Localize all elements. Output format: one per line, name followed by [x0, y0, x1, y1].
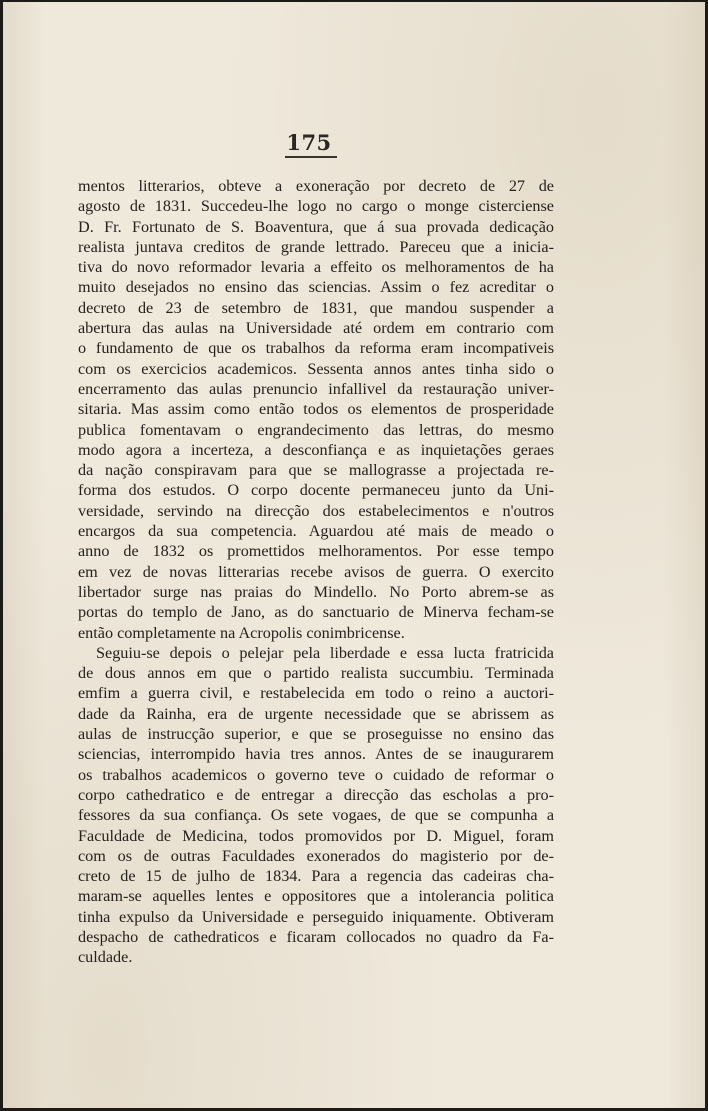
text-line: encargos da sua competencia. Aguardou até mais de meado o [78, 522, 554, 541]
text-line: dade da Rainha, era de urgente necessidade que se abrissem as [78, 704, 554, 723]
page-number: 175 [286, 130, 332, 155]
text-line: mentos litterarios, obteve a exoneração por decreto de 27 de [78, 177, 554, 195]
paragraph-2 [78, 643, 554, 968]
text-line: tinha expulso da Universidade e perseguido iniquamente. Obtiveram [78, 907, 554, 926]
text-line: de dous annos em que o partido realista succumbiu. Terminada [78, 664, 554, 683]
body-text [78, 176, 554, 968]
text-line: os trabalhos academicos o governo teve o cuidado de reformar o [78, 765, 554, 784]
text-line: sitaria. Mas assim como então todos os elementos de prosperidade [78, 400, 554, 419]
text-line: encerramento das aulas prenuncio infallivel da restauração univer- [78, 379, 554, 398]
text-line: fessores da sua confiança. Os sete vogaes, de que se compunha a [78, 806, 554, 825]
text-line: com os de outras Faculdades exonerados do magisterio por de- [78, 846, 554, 865]
text-line: abertura das aulas na Universidade até ordem em contrario com [78, 319, 554, 338]
text-line: com os exercicios academicos. Sessenta annos antes tinha sido o [78, 359, 554, 378]
text-line: corpo cathedratico e de entregar a direcção das escholas a pro- [78, 785, 554, 804]
text-line: realista juntava creditos de grande lettrado. Pareceu que a inicia- [78, 237, 554, 256]
text-line: forma dos estudos. O corpo docente permaneceu junto da Uni- [78, 481, 554, 500]
text-line: em vez de novas litterarias recebe avisos de guerra. O exercito [78, 562, 554, 581]
text-line: da nação conspiravam para que se mallograsse a projectada re- [78, 461, 554, 480]
text-line: muito desejados no ensino das sciencias. Assim o fez acreditar o [78, 278, 554, 297]
text-line: portas do templo de Jano, as do sanctuario de Minerva fecham-se [78, 603, 554, 622]
text-line: maram-se aquelles lentes e oppositores que a intolerancia politica [78, 887, 554, 906]
text-line: aulas de instrucção superior, e que se proseguisse no ensino das [78, 725, 554, 744]
text-line: emfim a guerra civil, e restabelecida em todo o reino a auctori- [78, 684, 554, 703]
text-line: anno de 1832 os promettidos melhoramentos. Por esse tempo [78, 542, 554, 561]
text-line: creto de 15 de julho de 1834. Para a regencia das cadeiras cha- [78, 867, 554, 886]
text-line: despacho de cathedraticos e ficaram collocados no quadro da Fa- [78, 927, 554, 946]
text-line: Faculdade de Medicina, todos promovidos por D. Miguel, foram [78, 826, 554, 845]
text-line: então completamente na Acropolis conimbricense. [78, 623, 405, 642]
text-line: decreto de 23 de setembro de 1831, que mandou suspender a [78, 298, 554, 317]
text-line: libertador surge nas praias do Mindello. No Porto abrem-se as [78, 582, 554, 601]
text-line: D. Fr. Fortunato de S. Boaventura, que á sua provada dedicação [78, 217, 554, 236]
text-line: sciencias, interrompido havia tres annos. Antes de se inaugurarem [78, 745, 554, 764]
text-line: agosto de 1831. Succedeu-lhe logo no cargo o monge cisterciense [78, 197, 554, 216]
text-line: publica fomentavam o engrandecimento das lettras, do mesmo [78, 420, 554, 439]
text-line: versidade, servindo na direcção dos estabelecimentos e n'outros [78, 501, 554, 520]
paragraph-1 [78, 176, 554, 643]
page-number-rule [285, 156, 337, 158]
text-line: Seguiu-se depois o pelejar pela liberdade e essa lucta fratricida [96, 643, 554, 662]
text-line: tiva do novo reformador levaria a effeito os melhoramentos de ha [78, 258, 554, 277]
text-line: culdade. [78, 948, 133, 967]
text-line: modo agora a incerteza, a desconfiança e as inquietações geraes [78, 440, 554, 459]
book-page [3, 2, 705, 1108]
text-line: o fundamento de que os trabalhos da reforma eram incompativeis [78, 339, 554, 358]
